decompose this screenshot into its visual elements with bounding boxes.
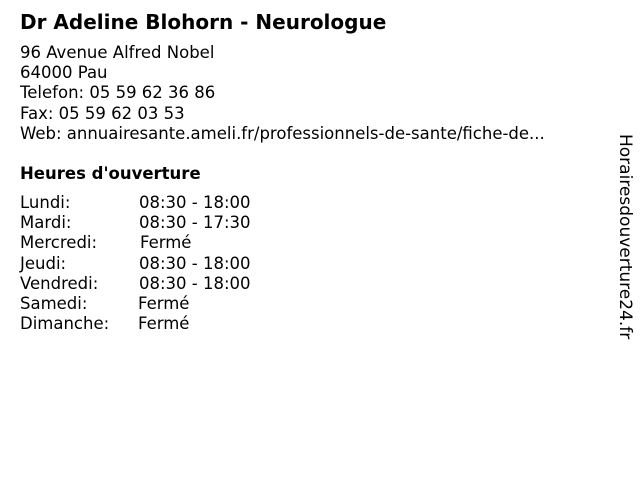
hours-value: 08:30 - 18:00 xyxy=(139,273,251,293)
address-city: 64000 Pau xyxy=(20,63,108,83)
day-label: Vendredi: xyxy=(20,273,99,293)
day-label: Lundi: xyxy=(20,193,71,212)
hours-value: Fermé xyxy=(138,314,190,334)
contact-info xyxy=(20,43,545,144)
website-link[interactable]: Web: annuairesante.ameli.fr/professionnels-de-sante/fiche-de... xyxy=(20,123,545,143)
day-label: Dimanche: xyxy=(20,314,110,334)
day-label: Samedi: xyxy=(20,293,88,313)
page-title: Dr Adeline Blohorn - Neurologue xyxy=(20,10,387,34)
opening-hours-heading: Heures d'ouverture xyxy=(20,164,201,183)
fax-number: Fax: 05 59 62 03 53 xyxy=(20,103,185,123)
address-street: 96 Avenue Alfred Nobel xyxy=(20,43,215,62)
hours-value: Fermé xyxy=(138,293,190,313)
hours-value: 08:30 - 18:00 xyxy=(139,193,251,212)
hours-value: Fermé xyxy=(140,233,192,253)
day-label: Mardi: xyxy=(20,213,72,233)
day-label: Jeudi: xyxy=(20,253,67,273)
day-label: Mercredi: xyxy=(20,233,98,253)
hours-value: 08:30 - 18:00 xyxy=(139,253,251,273)
phone-number[interactable]: Telefon: 05 59 62 36 86 xyxy=(20,83,216,103)
hours-value: 08:30 - 17:30 xyxy=(139,213,251,233)
site-watermark: Horairesdouverture24.fr xyxy=(615,134,635,340)
